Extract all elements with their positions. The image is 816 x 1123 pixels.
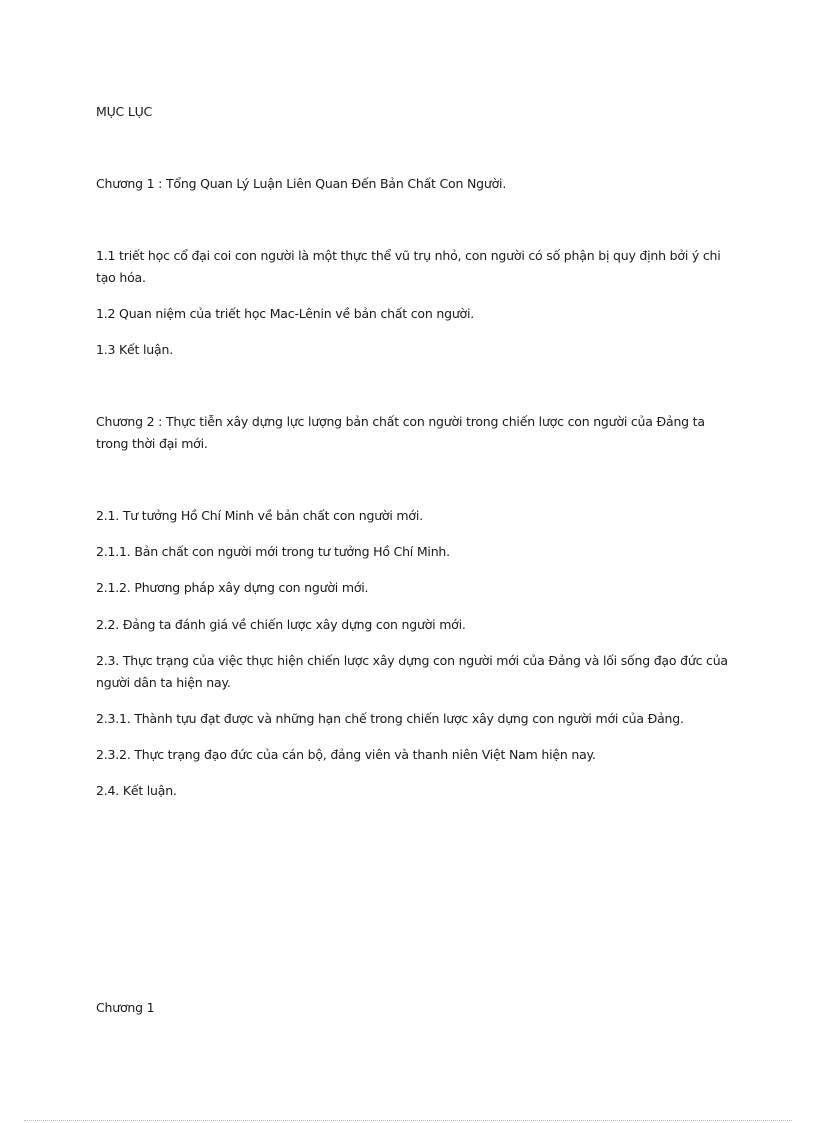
toc-item-2-4: 2.4. Kết luận. bbox=[96, 783, 177, 798]
chapter-1-start: Chương 1 bbox=[96, 1000, 155, 1015]
chapter-1-heading: Chương 1 : Tổng Quan Lý Luận Liên Quan Đến Bản Chất Con Người. bbox=[96, 176, 507, 191]
chapter-2-heading: Chương 2 : Thực tiễn xây dựng lực lượng bản chất con người trong chiến lược con người của Đảng ta trong thời đại mới. bbox=[96, 414, 705, 451]
toc-item-1-1: 1.1 triết học cổ đại coi con người là một thực thể vũ trụ nhỏ, con người có số phận bị quy định bởi ý chi tạo hóa. bbox=[96, 248, 721, 285]
toc-item-1-2: 1.2 Quan niệm của triết học Mac-Lênin về bản chất con người. bbox=[96, 306, 475, 321]
toc-title: MỤC LỤC bbox=[96, 104, 153, 119]
toc-item-2-3-2: 2.3.2. Thực trạng đạo đức của cán bộ, đảng viên và thanh niên Việt Nam hiện nay. bbox=[96, 747, 596, 762]
toc-item-2-1: 2.1. Tư tưởng Hồ Chí Minh về bản chất con người mới. bbox=[96, 508, 423, 523]
toc-item-2-2: 2.2. Đảng ta đánh giá về chiến lược xây dựng con người mới. bbox=[96, 617, 466, 632]
page-break-divider bbox=[24, 1120, 792, 1121]
toc-item-2-1-2: 2.1.2. Phương pháp xây dựng con người mới. bbox=[96, 580, 369, 595]
toc-item-2-1-1: 2.1.1. Bản chất con người mới trong tư tưởng Hồ Chí Minh. bbox=[96, 544, 450, 559]
toc-item-2-3-1: 2.3.1. Thành tựu đạt được và những hạn chế trong chiến lược xây dựng con người mới của Đảng. bbox=[96, 711, 684, 726]
toc-item-2-3: 2.3. Thực trạng của việc thực hiện chiến lược xây dựng con người mới của Đảng và lối sống đạo đức của người dân ta hiện nay. bbox=[96, 653, 728, 690]
toc-item-1-3: 1.3 Kết luận. bbox=[96, 342, 173, 357]
